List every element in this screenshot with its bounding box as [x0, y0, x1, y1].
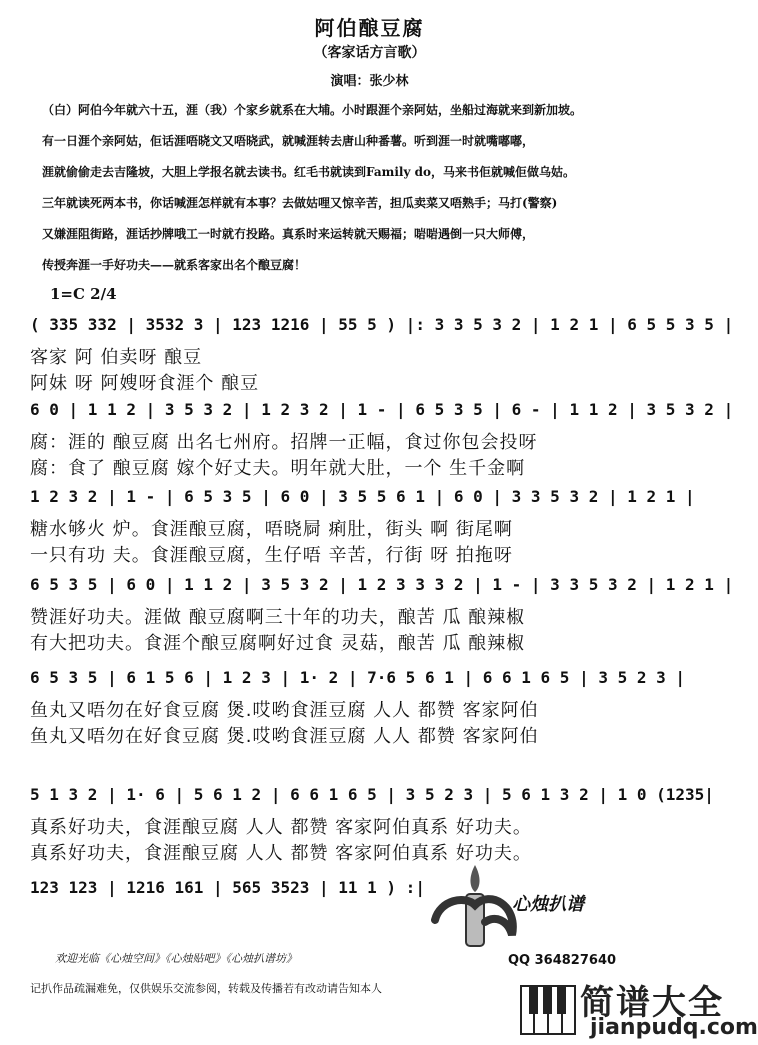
lyric-line-verse2: 腐：食了 酿豆腐 嫁个好丈夫。明年就大肚，一个 生千金啊 [30, 458, 526, 479]
welcome-line: 欢迎光临《心烛空间》《心烛贴吧》《心烛扒谱坊》 [55, 952, 297, 965]
notation-line: 1 2 3 2 | 1 - | 6 5 3 5 | 6 0 | 3 5 5 6 1 | 6 0 | 3 3 5 3 2 | 1 2 1 | [30, 487, 695, 506]
score-system [30, 878, 450, 958]
notation-line: ( 335 332 | 3532 3 | 123 1216 | 55 5 ) |: 3 3 5 3 2 | 1 2 1 | 6 5 5 3 5 | [30, 315, 734, 334]
score-system [30, 575, 734, 655]
notation-line: 5 1 3 2 | 1· 6 | 5 6 1 2 | 6 6 1 6 5 | 3 5 2 3 | 5 6 1 3 2 | 1 0 (1235| [30, 785, 714, 804]
lyric-line-verse2: 阿妹 呀 阿嫂呀食涯个 酿豆 [30, 373, 260, 394]
singer-credit: 演唱：张少林 [330, 74, 409, 89]
song-title: 阿伯酿豆腐 [314, 16, 425, 40]
piano-logo-icon [520, 985, 576, 1035]
song-subtitle: （客家话方言歌） [313, 45, 426, 61]
lyric-line-verse2: 真系好功夫，食涯酿豆腐 人人 都赞 客家阿伯真系 好功夫。 [30, 843, 532, 864]
score-system [30, 400, 734, 480]
intro-line: 三年就读死两本书，你话喊涯怎样就有本事？去做姑哩又惊辛苦，担瓜卖菜又唔熟手；马打(警察) [42, 196, 558, 210]
lyric-line-verse2: 一只有功 夫。食涯酿豆腐，生仔唔 辛苦，行街 呀 拍拖呀 [30, 545, 513, 566]
score-system [30, 785, 714, 865]
lyric-line-verse1: 糖水够火 炉。食涯酿豆腐，唔晓屙 痢肚，街头 啊 街尾啊 [30, 519, 513, 540]
lyric-line-verse1: 真系好功夫，食涯酿豆腐 人人 都赞 客家阿伯真系 好功夫。 [30, 817, 532, 838]
lyric-line-verse1: 腐：涯的 酿豆腐 出名七州府。招牌一正幅，食过你包会投呀 [30, 432, 538, 453]
candle-logo-icon [430, 860, 520, 960]
disclaimer-line: 记扒作品疏漏难免，仅供娱乐交流参阅，转载及传播若有改动请告知本人 [30, 982, 382, 995]
watermark-text: 心烛扒谱 [512, 894, 584, 915]
site-name: 简谱大全 [580, 983, 724, 1023]
lyric-line-verse2: 鱼丸又唔勿在好食豆腐 煲.哎哟食涯豆腐 人人 都赞 客家阿伯 [30, 726, 539, 747]
intro-line: 涯就偷偷走去吉隆坡，大胆上学报名就去读书。红毛书就读到Family do，马来书佢就喊佢做乌姑。 [42, 165, 576, 179]
spoken-intro [42, 100, 722, 286]
notation-line: 6 5 3 5 | 6 0 | 1 1 2 | 3 5 3 2 | 1 2 3 3 3 2 | 1 - | 3 3 5 3 2 | 1 2 1 | [30, 575, 734, 594]
score-system [30, 315, 734, 395]
notation-line: 6 5 3 5 | 6 1 5 6 | 1 2 3 | 1· 2 | 7·6 5 6 1 | 6 6 1 6 5 | 3 5 2 3 | [30, 668, 686, 687]
lyric-line-verse1: 客家 阿 伯卖呀 酿豆 [30, 347, 203, 368]
lyric-line-verse2: 有大把功夫。食涯个酿豆腐啊好过食 灵菇，酿苦 瓜 酿辣椒 [30, 633, 526, 654]
score-system [30, 487, 710, 567]
intro-line: 又嫌涯阻街路，涯话抄牌哦工一时就冇投路。真系时来运转就天赐福；啱啱遇倒一只大师傅， [42, 227, 535, 241]
site-url[interactable]: jianpudq.com [590, 1015, 758, 1040]
score-system [30, 668, 710, 748]
notation-line: 6 0 | 1 1 2 | 3 5 3 2 | 1 2 3 2 | 1 - | 6 5 3 5 | 6 - | 1 1 2 | 3 5 3 2 | [30, 400, 734, 419]
intro-line: 传授奔涯一手好功夫——就系客家出名个酿豆腐！ [42, 258, 307, 272]
intro-line: （白）阿伯今年就六十五，涯（我）个家乡就系在大埔。小时跟涯个亲阿姑，坐船过海就来到新加坡。 [42, 103, 583, 117]
lyric-line-verse1: 赞涯好功夫。涯做 酿豆腐啊三十年的功夫，酿苦 瓜 酿辣椒 [30, 607, 526, 628]
notation-line: 123 123 | 1216 161 | 565 3523 | 11 1 ) :| [30, 878, 425, 897]
intro-line: 有一日涯个亲阿姑，佢话涯唔晓文又唔晓武，就喊涯转去唐山种番薯。听到涯一时就嘴嘟嘟， [42, 134, 535, 148]
contact-qq: QQ 364827640 [508, 953, 617, 968]
lyric-line-verse1: 鱼丸又唔勿在好食豆腐 煲.哎哟食涯豆腐 人人 都赞 客家阿伯 [30, 700, 539, 721]
key-signature: 1=C 2/4 [50, 285, 117, 303]
lyric-line-verse1 [30, 906, 450, 932]
